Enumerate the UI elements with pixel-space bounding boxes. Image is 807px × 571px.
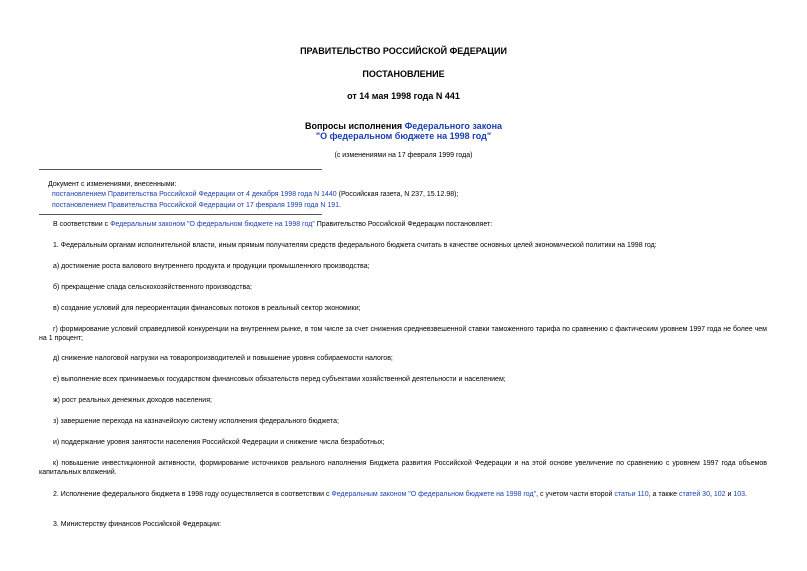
- paragraph-v: в) создание условий для переориентации финансовых потоков в реальный сектор экономики;: [53, 305, 361, 312]
- paragraph-2: [39, 490, 767, 499]
- p2-sep2: и: [725, 491, 734, 498]
- p2-end: .: [745, 491, 747, 498]
- paragraph-k: к) повышение инвестиционной активности, формирование источников реального наполнения Бюджета развития Российской Федерации и на этой основе увеличение по сравнению с уровнем 1997 года объемов капитальных вложений.: [39, 460, 767, 476]
- amendment-link-191[interactable]: постановлением Правительства Российской Федерации от 17 февраля 1999 года N 191: [52, 202, 339, 209]
- document-title-line1: [0, 121, 807, 131]
- paragraph-a: а) достижение роста валового внутреннего продукта и продукции промышленного производства;: [53, 263, 370, 270]
- changes-item-1: [52, 190, 458, 199]
- date-number-heading: от 14 мая 1998 года N 441: [347, 91, 460, 101]
- document-title-line2[interactable]: "О федеральном бюджете на 1998 год": [315, 131, 492, 141]
- government-heading: ПРАВИТЕЛЬСТВО РОССИЙСКОЙ ФЕДЕРАЦИИ: [300, 46, 507, 56]
- p2-article-103-link[interactable]: 103: [733, 491, 746, 498]
- p2-article-30-link[interactable]: статей 30: [678, 491, 710, 498]
- changes-item-2: [52, 201, 341, 210]
- p2-article-110-link[interactable]: статьи 110: [614, 491, 649, 498]
- doc-type-heading: ПОСТАНОВЛЕНИЕ: [362, 69, 445, 79]
- amendment-end-191: .: [339, 202, 341, 209]
- amendment-source-1440: (Российская газета, N 237, 15.12.98);: [336, 191, 459, 198]
- paragraph-e: е) выполнение всех принимаемых государством финансовых обязательств перед субъектами хозяйственной деятельности и населением;: [53, 376, 506, 383]
- title-law-link[interactable]: Федерального закона: [404, 121, 503, 131]
- paragraph-i: и) поддержание уровня занятости населения Российской Федерации и снижение числа безработных;: [53, 439, 385, 446]
- paragraph-z: з) завершение перехода на казначейскую систему исполнения федерального бюджета;: [53, 418, 339, 425]
- amended-note: (с изменениями на 17 февраля 1999 года): [334, 152, 473, 159]
- amendment-link-1440[interactable]: постановлением Правительства Российской Федерации от 4 декабря 1998 года N 1440: [52, 191, 337, 198]
- p2-law-link[interactable]: Федеральным законом "О федеральном бюджете на 1998 год": [331, 491, 537, 498]
- paragraph-zh: ж) рост реальных денежных доходов населения;: [53, 397, 212, 404]
- paragraph-g: г) формирование условий справедливой конкуренции на внутреннем рынке, в том числе за счет снижения средневзвешенной ставки таможенного тарифа по сравнению с фактическим уровнем 1997 года не более чем на 1 процент;: [39, 326, 767, 342]
- p2-mid1: , с учетом части второй: [536, 491, 615, 498]
- p2-sep1: ,: [709, 491, 714, 498]
- intro-suffix: Правительство Российской Федерации постановляет:: [314, 221, 493, 228]
- p2-prefix: 2. Исполнение федерального бюджета в 1998 году осуществляется в соответствии с: [53, 491, 332, 498]
- intro-paragraph: [39, 220, 767, 229]
- intro-law-link[interactable]: Федеральным законом "О федеральном бюджете на 1998 год": [110, 221, 315, 228]
- changes-label: Документ с изменениями, внесенными:: [48, 181, 177, 188]
- top-divider: [39, 169, 322, 170]
- paragraph-3: 3. Министерству финансов Российской Федерации:: [53, 521, 221, 528]
- paragraph-d: д) снижение налоговой нагрузки на товаропроизводителей и повышение уровня собираемости налогов;: [53, 355, 393, 362]
- paragraph-b: б) прекращение спада сельскохозяйственного производства;: [53, 284, 252, 291]
- bottom-divider: [39, 214, 322, 215]
- paragraph-1: 1. Федеральным органам исполнительной власти, иным прямым получателям средств федерального бюджета считать в качестве основных целей экономической политики на 1998 год:: [53, 242, 657, 249]
- p2-mid2: , а также: [648, 491, 679, 498]
- intro-prefix: В соответствии с: [53, 221, 111, 228]
- p2-article-102-link[interactable]: 102: [713, 491, 726, 498]
- title-prefix: Вопросы исполнения: [304, 121, 405, 131]
